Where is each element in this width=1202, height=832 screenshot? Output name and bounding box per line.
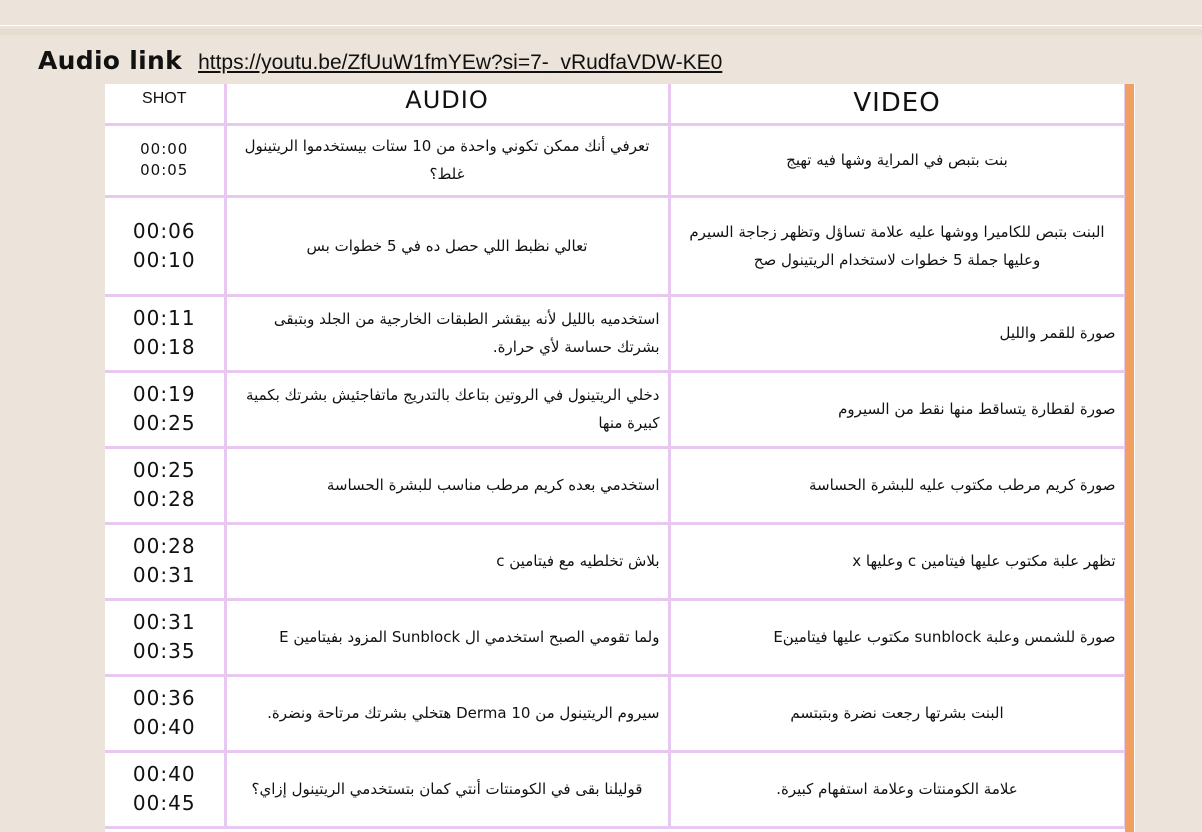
table-row: [105, 447, 1125, 523]
script-sheet: [105, 84, 1135, 832]
audio-text: تعرفي أنك ممكن تكوني واحدة من 10 ستات بيستخدموا الريتينول غلط؟: [244, 137, 650, 183]
audio-cell: [225, 371, 669, 447]
header-shot-label: SHOT: [142, 90, 187, 108]
audio-cell: [225, 675, 669, 751]
video-text: تظهر علبة مكتوب عليها فيتامين c وعليها x: [852, 552, 1116, 570]
table-row: [105, 751, 1125, 827]
audio-link-url[interactable]: https://youtu.be/ZfUuW1fmYEw?si=7-_vRudfaVDW-KE0: [198, 51, 723, 74]
audio-cell: [225, 295, 669, 371]
table-row: [105, 295, 1125, 371]
end-time: 00:28: [132, 487, 196, 511]
video-cell: [669, 295, 1125, 371]
header-audio: [225, 84, 669, 124]
end-time: 00:18: [132, 335, 196, 359]
audio-text: قوليلنا بقى في الكومنتات أنتي كمان بتستخدمي الريتينول إزاي؟: [251, 780, 643, 798]
audio-text: تعالي نظبط اللي حصل ده في 5 خطوات بس: [306, 236, 588, 255]
audio-cell: [225, 447, 669, 523]
end-time: 00:40: [132, 715, 196, 739]
video-text: علامة الكومنتات وعلامة استفهام كبيرة.: [776, 780, 1018, 798]
header-video: [669, 84, 1125, 124]
header-video-label: VIDEO: [853, 88, 941, 119]
shot-time: [105, 196, 225, 295]
start-time: 00:19: [132, 382, 196, 406]
audio-cell: [225, 196, 669, 295]
audio-text: استخدميه بالليل لأنه بيقشر الطبقات الخارجية من الجلد وبتبقى بشرتك حساسة لأي حرارة.: [273, 310, 660, 356]
end-time: 00:25: [132, 411, 196, 435]
table-row: [105, 599, 1125, 675]
table-row: [105, 196, 1125, 295]
audio-cell: [225, 523, 669, 599]
end-time: 00:10: [132, 247, 196, 272]
video-text: صورة للشمس وعلبة sunblock مكتوب عليها فيتامينE: [773, 628, 1116, 646]
start-time: 00:36: [132, 686, 196, 710]
video-cell: [669, 196, 1125, 295]
shot-time: [105, 599, 225, 675]
end-time: 00:35: [132, 639, 196, 663]
start-time: 00:40: [132, 762, 196, 786]
table-row: [105, 371, 1125, 447]
video-text: البنت بشرتها رجعت نضرة وبتبتسم: [790, 704, 1004, 722]
audio-link-header: [38, 42, 722, 78]
video-cell: [669, 599, 1125, 675]
video-text: صورة للقمر والليل: [999, 324, 1116, 342]
shot-time: [105, 523, 225, 599]
video-text: بنت بتبص في المراية وشها فيه تهيج: [786, 151, 1008, 169]
audio-text: استخدمي بعده كريم مرطب مناسب للبشرة الحساسة: [326, 476, 660, 494]
video-cell: [669, 675, 1125, 751]
top-strip: [0, 0, 1202, 26]
header-audio-label: AUDIO: [405, 86, 489, 115]
start-time: 00:06: [132, 218, 196, 243]
top-strip-shadow: [0, 29, 1202, 35]
start-time: 00:25: [132, 458, 196, 482]
video-cell: [669, 523, 1125, 599]
audio-text: ولما تقومي الصبح استخدمي ال Sunblock المزود بفيتامين E: [279, 628, 660, 646]
video-cell: [669, 751, 1125, 827]
table-row: [105, 675, 1125, 751]
audio-text: سيروم الريتينول من Derma 10 هتخلي بشرتك مرتاحة ونضرة.: [267, 704, 660, 722]
start-time: 00:31: [132, 610, 196, 634]
shot-table: [105, 84, 1127, 829]
audio-link-label: Audio link: [38, 45, 183, 75]
audio-text: دخلي الريتينول في الروتين بتاعك بالتدريج ماتفاجئيش بشرتك بكمية كبيرة منها: [246, 386, 660, 432]
shot-time: [105, 675, 225, 751]
video-text: صورة لقطارة يتساقط منها نقط من السيروم: [838, 400, 1116, 418]
end-time: 00:45: [132, 791, 196, 815]
video-cell: [669, 371, 1125, 447]
table-row: [105, 523, 1125, 599]
start-time: 00:28: [132, 534, 196, 558]
audio-cell: [225, 599, 669, 675]
audio-cell: [225, 124, 669, 196]
shot-time: [105, 751, 225, 827]
shot-time: [105, 371, 225, 447]
video-text: البنت بتبص للكاميرا ووشها عليه علامة تساؤل وتظهر زجاجة السيرم وعليها جملة 5 خطوات لاستخدام الريتينول صح: [689, 222, 1105, 269]
end-time: 00:31: [132, 563, 196, 587]
page-edge-accent: [1125, 84, 1134, 832]
shot-time: [105, 124, 225, 196]
video-cell: [669, 124, 1125, 196]
video-cell: [669, 447, 1125, 523]
header-shot: [105, 84, 225, 124]
audio-text: بلاش تخلطيه مع فيتامين c: [496, 552, 660, 570]
table-header-row: [105, 84, 1125, 124]
video-text: صورة كريم مرطب مكتوب عليه للبشرة الحساسة: [808, 476, 1116, 494]
start-time: 00:00: [140, 140, 189, 158]
end-time: 00:05: [140, 161, 189, 179]
table-row: [105, 124, 1125, 196]
start-time: 00:11: [132, 306, 196, 330]
audio-cell: [225, 751, 669, 827]
shot-time: [105, 447, 225, 523]
shot-time: [105, 295, 225, 371]
